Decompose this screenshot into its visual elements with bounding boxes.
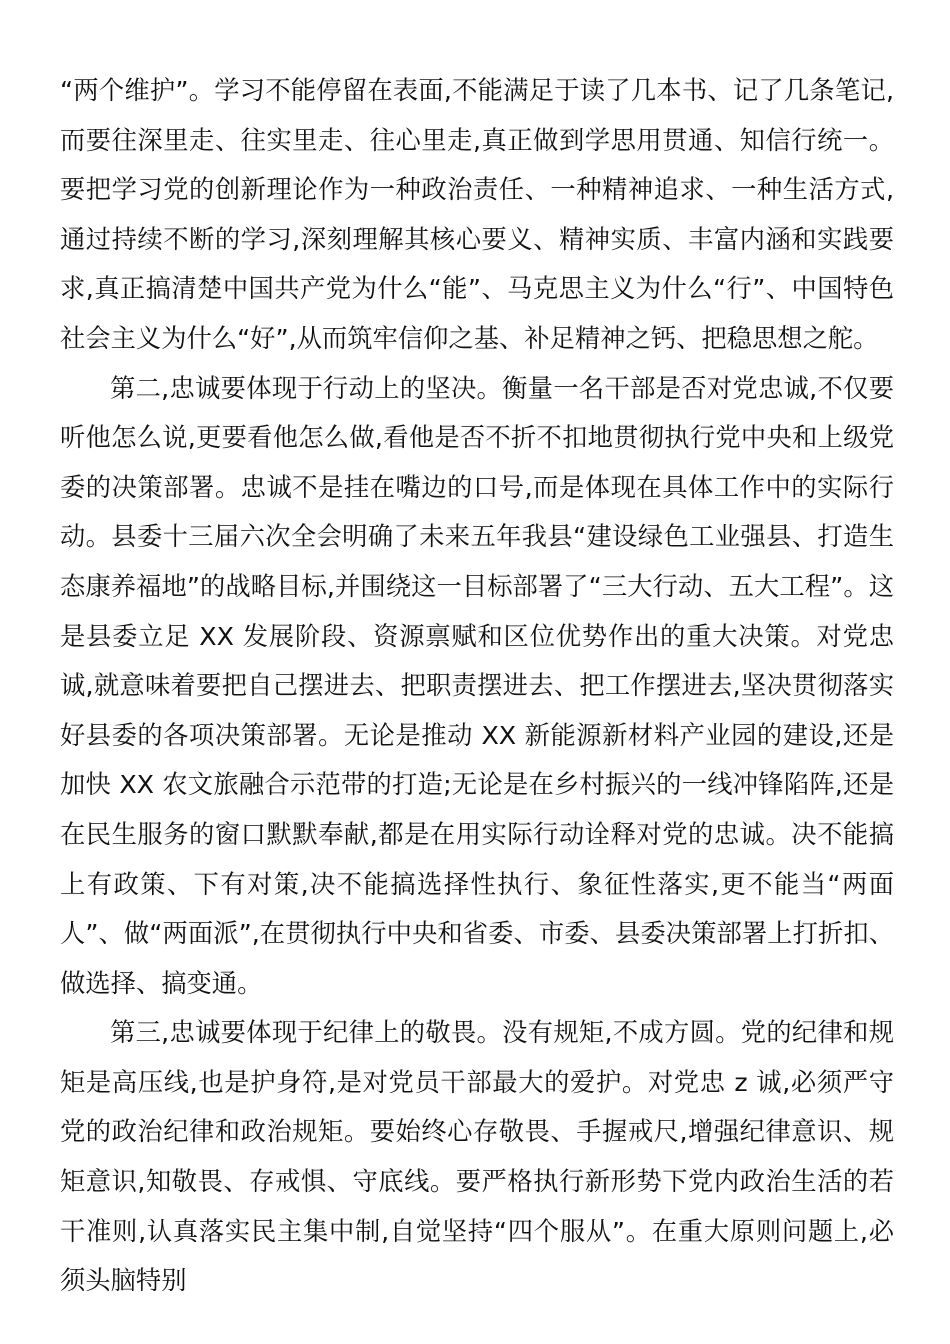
paragraph-continuation: “两个维护”。学习不能停留在表面,不能满足于读了几本书、记了几条笔记,而要往深里走、往实里走、往心里走,真正做到学思用贯通、知信行统一。要把学习党的创新理论作为一种政治责任、一种精神追求、一种生活方式,通过持续不断的学习,深刻理解其核心要义、精神实质、丰富内涵和实践要求,真正搞清楚中国共产党为什么“能”、马克思主义为什么“行”、中国特色社会主义为什么“好”,从而筑牢信仰之基、补足精神之钙、把稳思想之舵。 xyxy=(60,76,894,353)
document-page xyxy=(60,66,894,1306)
paragraph-third-point: 第三,忠诚要体现于纪律上的敬畏。没有规矩,不成方圆。党的纪律和规矩是高压线,也是护身符,是对党员干部最大的爱护。对党忠 z 诚,必须严守党的政治纪律和政治规矩。要始终心存敬畏、手握戒尺,增强纪律意识、规矩意识,知敬畏、存戒惧、守底线。要严格执行新形势下党内政治生活的若干准则,认真落实民主集中制,自觉坚持“四个服从”。在重大原则问题上,必须头脑特别 xyxy=(60,1018,894,1296)
paragraph-second-point: 第二,忠诚要体现于行动上的坚决。衡量一名干部是否对党忠诚,不仅要听他怎么说,更要看他怎么做,看他是否不折不扣地贯彻执行党中央和上级党委的决策部署。忠诚不是挂在嘴边的口号,而是体现在具体工作中的实际行动。县委十三届六次全会明确了未来五年我县“建设绿色工业强县、打造生态康养福地”的战略目标,并围绕这一目标部署了“三大行动、五大工程”。这是县委立足 XX 发展阶段、资源禀赋和区位优势作出的重大决策。对党忠诚,就意味着要把自己摆进去、把职责摆进去、把工作摆进去,坚决贯彻落实好县委的各项决策部署。无论是推动 XX 新能源新材料产业园的建设,还是加快 XX 农文旅融合示范带的打造;无论是在乡村振兴的一线冲锋陷阵,还是在民生服务的窗口默默奉献,都是在用实际行动诠释对党的忠诚。决不能搞上有政策、下有对策,决不能搞选择性执行、象征性落实,更不能当“两面人”、做“两面派”,在贯彻执行中央和省委、市委、县委决策部署上打折扣、做选择、搞变通。 xyxy=(60,373,894,998)
